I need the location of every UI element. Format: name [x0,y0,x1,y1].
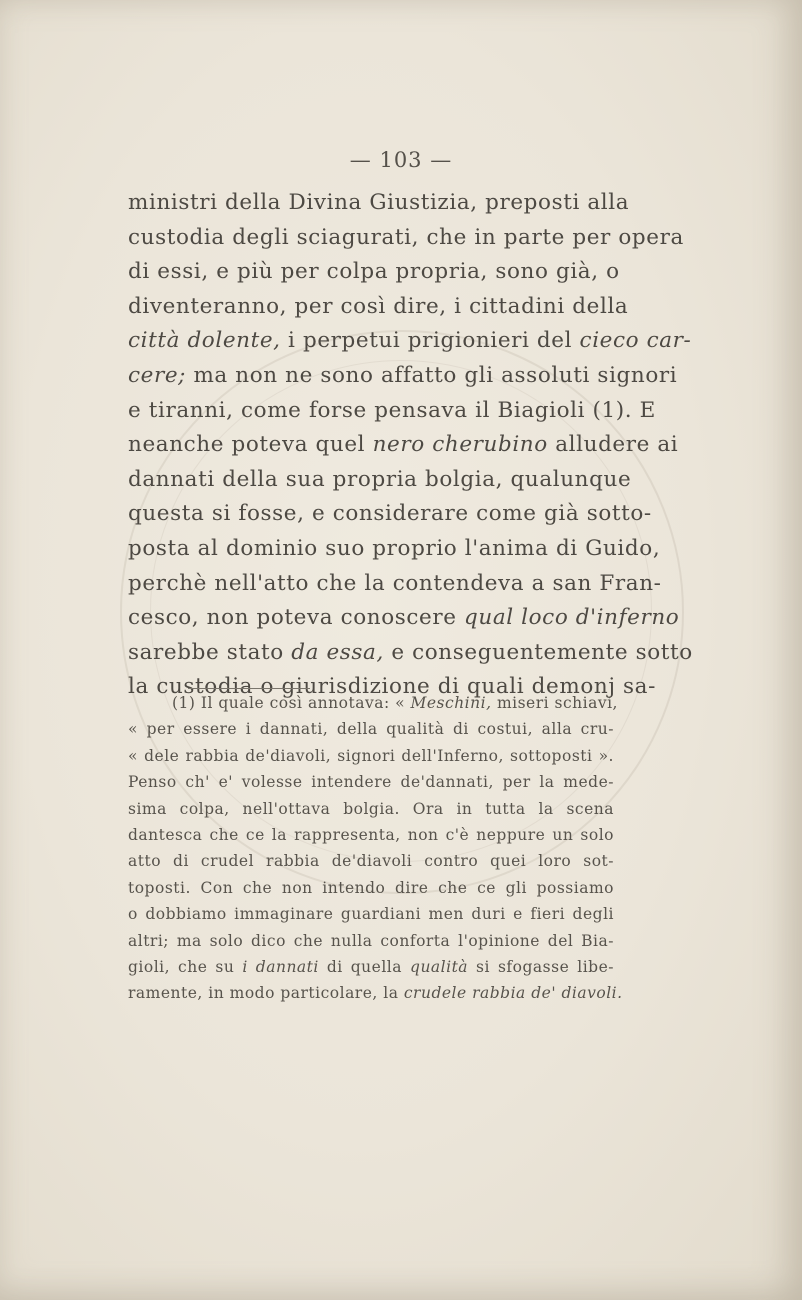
text-line: posta al dominio suo proprio l'anima di Guido, [128,535,661,561]
text-line: dannati della sua propria bolgia, qualunque [128,466,632,492]
footnote-line: Penso ch' e' volesse intendere de'dannati, per la mede- [128,773,614,792]
text-line: la custodia o giurisdizione di quali demonj sa- [128,674,656,700]
footnote-line: dantesca che ce la rappresenta, non c'è neppure un solo [128,825,614,844]
text-line: neanche poteva quel nero cherubino alludere ai [128,432,679,458]
footnote-line: altri; ma solo dico che nulla conforta l'opinione del Bia- [128,931,614,950]
text-line: città dolente, i perpetui prigionieri del cieco car- [128,328,692,354]
text-line: questa si fosse, e considerare come già sotto- [128,501,652,527]
footnote-line: gioli, che su i dannati di quella qualità si sfogasse libe- [128,957,614,976]
footnote-line: (1) Il quale così annotava: « Meschini, miseri schiavi, [172,694,618,712]
text-line: ministri della Divina Giustizia, preposti alla [128,190,630,215]
text-line: sarebbe stato da essa, e conseguentemente sotto [128,639,693,665]
text-line: diventeranno, per così dire, i cittadini della [128,293,629,319]
text-line: perchè nell'atto che la contendeva a san Fran- [128,570,662,596]
footnote-line: sima colpa, nell'ottava bolgia. Ora in tutta la scena [128,799,614,818]
footnote-line: o dobbiamo immaginare guardiani men duri e fieri degli [128,905,614,924]
text-line: e tiranni, come forse pensava il Biagioli (1). E [128,397,656,423]
footnote-line: ramente, in modo particolare, la crudele rabbia de' diavoli. [128,984,623,1003]
footnote-line: « per essere i dannati, della qualità di costui, alla cru- [128,720,614,739]
text-line: cesco, non poteva conoscere qual loco d'inferno [128,605,680,631]
text-line: di essi, e più per colpa propria, sono già, o [128,259,620,285]
text-line: custodia degli sciagurati, che in parte per opera [128,224,684,250]
text-line: cere; ma non ne sono affatto gli assoluti signori [128,362,678,388]
footnote-line: « dele rabbia de'diavoli, signori dell'Inferno, sottoposti ». [128,746,614,765]
footnote [128,690,623,1007]
page-number: — 103 — [349,148,453,172]
footnote-rule [188,688,310,689]
footnote-line: atto di crudel rabbia de'diavoli contro quei loro sot- [128,852,614,871]
main-text [128,186,693,705]
footnote-line: toposti. Con che non intendo dire che ce gli possiamo [128,878,614,897]
